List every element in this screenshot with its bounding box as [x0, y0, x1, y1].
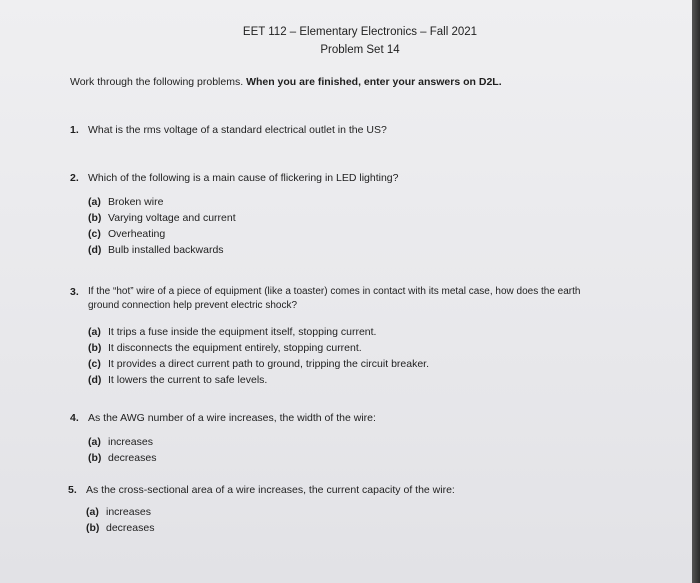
option-label: (a) [88, 196, 101, 208]
option-text: Broken wire [108, 196, 164, 208]
question-1-number: 1. [70, 124, 79, 136]
question-3-text-line2: ground connection help prevent electric shock? [88, 300, 298, 311]
question-3-option-b [88, 342, 362, 354]
option-text: It trips a fuse inside the equipment itself, stopping current. [108, 326, 377, 338]
option-label: (b) [88, 342, 102, 354]
question-2-number: 2. [70, 172, 79, 184]
option-label: (d) [88, 374, 102, 386]
question-4-option-a [88, 436, 153, 448]
option-label: (d) [88, 244, 102, 256]
option-label: (a) [86, 506, 99, 518]
option-label: (a) [88, 436, 101, 448]
option-text: increases [106, 506, 151, 518]
option-text: It lowers the current to safe levels. [108, 374, 268, 386]
question-2-option-b [88, 212, 236, 224]
option-text: Overheating [108, 228, 166, 240]
question-3-text-line1: If the “hot” wire of a piece of equipment (like a toaster) comes in contact with its metal case, how does the earth [88, 286, 581, 297]
option-text: increases [108, 436, 153, 448]
document-subtitle: Problem Set 14 [320, 44, 400, 56]
option-label: (c) [88, 228, 101, 240]
option-text: It disconnects the equipment entirely, stopping current. [108, 342, 362, 354]
question-2-option-a [88, 196, 163, 208]
question-5-option-a [86, 506, 151, 518]
question-4-number: 4. [70, 412, 79, 424]
question-3-number: 3. [70, 286, 79, 298]
question-3-option-d [88, 374, 267, 386]
question-5-text: As the cross-sectional area of a wire increases, the current capacity of the wire: [86, 484, 455, 496]
option-label: (b) [88, 452, 102, 464]
option-text: decreases [106, 522, 155, 534]
option-text: Bulb installed backwards [108, 244, 224, 256]
question-1-text: What is the rms voltage of a standard electrical outlet in the US? [88, 124, 387, 136]
question-4-option-b [88, 452, 156, 464]
question-2-option-d [88, 244, 224, 256]
instructions [70, 76, 502, 88]
option-text: decreases [108, 452, 157, 464]
option-label: (b) [86, 522, 100, 534]
question-4-text: As the AWG number of a wire increases, the width of the wire: [88, 412, 376, 424]
option-text: Varying voltage and current [108, 212, 236, 224]
document-title: EET 112 – Elementary Electronics – Fall 2021 [242, 26, 478, 38]
option-label: (c) [88, 358, 101, 370]
page-edge-shadow [692, 0, 700, 583]
option-label: (b) [88, 212, 102, 224]
option-text: It provides a direct current path to ground, tripping the circuit breaker. [108, 358, 430, 370]
question-2-option-c [88, 228, 165, 240]
instructions-plain: Work through the following problems. [70, 76, 247, 88]
question-5-number: 5. [68, 484, 77, 496]
instructions-bold: When you are finished, enter your answers on D2L. [246, 76, 502, 88]
question-3-option-a [88, 326, 376, 338]
option-label: (a) [88, 326, 101, 338]
question-5-option-b [86, 522, 154, 534]
question-2-text: Which of the following is a main cause of flickering in LED lighting? [88, 172, 399, 184]
question-3-option-c [88, 358, 429, 370]
